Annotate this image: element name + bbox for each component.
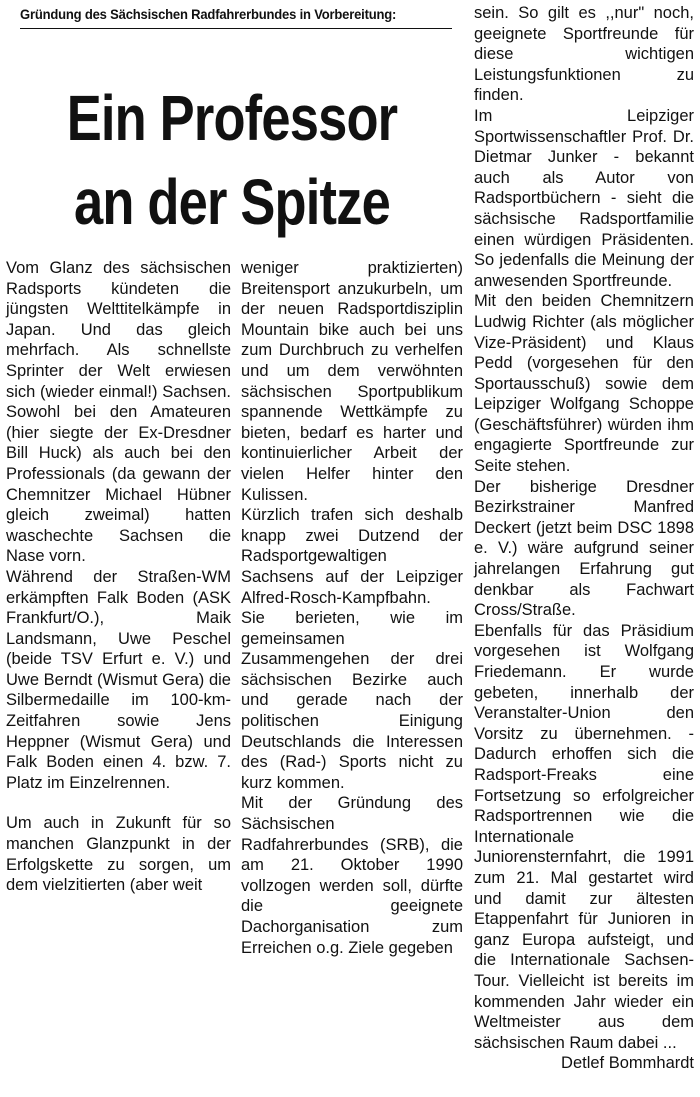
headline — [60, 76, 404, 244]
paragraph-10: Mit den beiden Chemnitzern Ludwig Richter (als möglicher Vize-Präsident) und Klaus Pedd (vorgesehen für den Sportausschuß) sowie dem Leipziger Wolfgang Schoppe (Geschäftsführer) würden ihm engagierte Sportfreunde zur Seite stehen. — [474, 292, 694, 476]
paragraph-3: Um auch in Zukunft für so manchen Glanzpunkt in der Erfolgskette zu sorgen, um dem vielzitierten (aber weit — [6, 814, 231, 895]
paragraph-gap — [6, 793, 231, 813]
paragraph-8: sein. So gilt es ,,nur" noch, geeignete Sportfreunde für diese wichtigen Leistungsfunktionen zu finden. — [474, 4, 694, 105]
kicker-line: Gründung des Sächsischen Radfahrerbundes in Vorbereitung: — [20, 6, 397, 22]
paragraph-9: Im Leipziger Sportwissenschaftler Prof. Dr. Dietmar Junker - bekannt auch als Autor von Radsportbüchern - sieht die sächsische Radsportfamilie einen würdigen Präsidenten. So jedenfalls die Meinung der anwesenden Sportfreunde. — [474, 106, 694, 290]
headline-line-1: Ein Professor — [66, 82, 398, 154]
paragraph-11: Der bisherige Dresdner Bezirkstrainer Manfred Deckert (jetzt beim DSC 1898 e. V.) wäre aufgrund seiner jahrelangen Erfahrung gut denkbar als Fachwart Cross/Straße. — [474, 477, 694, 620]
kicker-rule — [20, 28, 452, 29]
paragraph-6: Sie berieten, wie im gemeinsamen Zusammengehen der drei sächsischen Bezirke auch und gerade nach der politischen Einigung Deutschlands die Interessen des (Rad-) Sports nicht zu kurz kommen. — [241, 609, 463, 792]
paragraph-5: Kürzlich trafen sich deshalb knapp zwei Dutzend der Radsportgewaltigen Sachsens auf der Leipziger Alfred-Rosch-Kampfbahn. — [241, 506, 463, 607]
article-column-2 — [241, 258, 463, 958]
paragraph-7: Mit der Gründung des Sächsischen Radfahrerbundes (SRB), die am 21. Oktober 1990 vollzogen werden soll, dürfte die geeignete Dachorganisation zum Erreichen o.g. Ziele gegeben — [241, 794, 463, 957]
article-column-3 — [474, 3, 694, 1074]
paragraph-12: Ebenfalls für das Präsidium vorgesehen ist Wolfgang Friedemann. Er wurde gebeten, innerhalb der Veranstalter-Union den Vorsitz zu übernehmen. - Dadurch erhoffen sich die Radsport-Freaks eine Fortsetzung so erfolgreicher Radsportrennen wie die Internationale Juniorensternfahrt, die 1991 zum 21. Mal gestartet wird und damit zur ältesten Etappenfahrt für Junioren in ganz Europa aufsteigt, und die Internationale Sachsen-Tour. Vielleicht ist bereits im kommenden Jahr wieder ein Weltmeister aus dem sächsischen Raum dabei ... — [474, 621, 694, 1052]
paragraph-1: Vom Glanz des sächsischen Radsports kündeten die jüngsten Welttitelkämpfe in Japan. Und das gleich mehrfach. Als schnellste Sprinter der Welt erwiesen sich (wieder einmal!) Sachsen. Sowohl bei den Amateuren (hier siegte der Ex-Dresdner Bill Huck) als auch bei den Professionals (da gewann der Chemnitzer Michael Hübner gleich zweimal) hatten waschechte Sachsen die Nase vorn. — [6, 259, 231, 566]
paragraph-4: weniger praktizierten) Breitensport anzukurbeln, um der neuen Radsportdisziplin Mountain bike auch bei uns zum Durchbruch zu verhelfen und um dem verwöhnten sächsischen Sportpublikum spannende Wettkämpfe zu bieten, bedarf es harter und kontinuierlicher Arbeit der vielen Helfer hinter den Kulissen. — [241, 259, 463, 504]
paragraph-2: Während der Straßen-WM erkämpften Falk Boden (ASK Frankfurt/O.), Maik Landsmann, Uwe Peschel (beide TSV Erfurt e. V.) und Uwe Berndt (Wismut Gera) die Silbermedaille im 100-km-Zeitfahren sowie Jens Heppner (Wismut Gera) und Falk Boden einen 4. bzw. 7. Platz im Einzelrennen. — [6, 567, 231, 792]
article-column-1 — [6, 258, 231, 896]
author-byline: Detlef Bommhardt — [561, 1054, 694, 1073]
headline-line-2: an der Spitze — [74, 166, 390, 238]
